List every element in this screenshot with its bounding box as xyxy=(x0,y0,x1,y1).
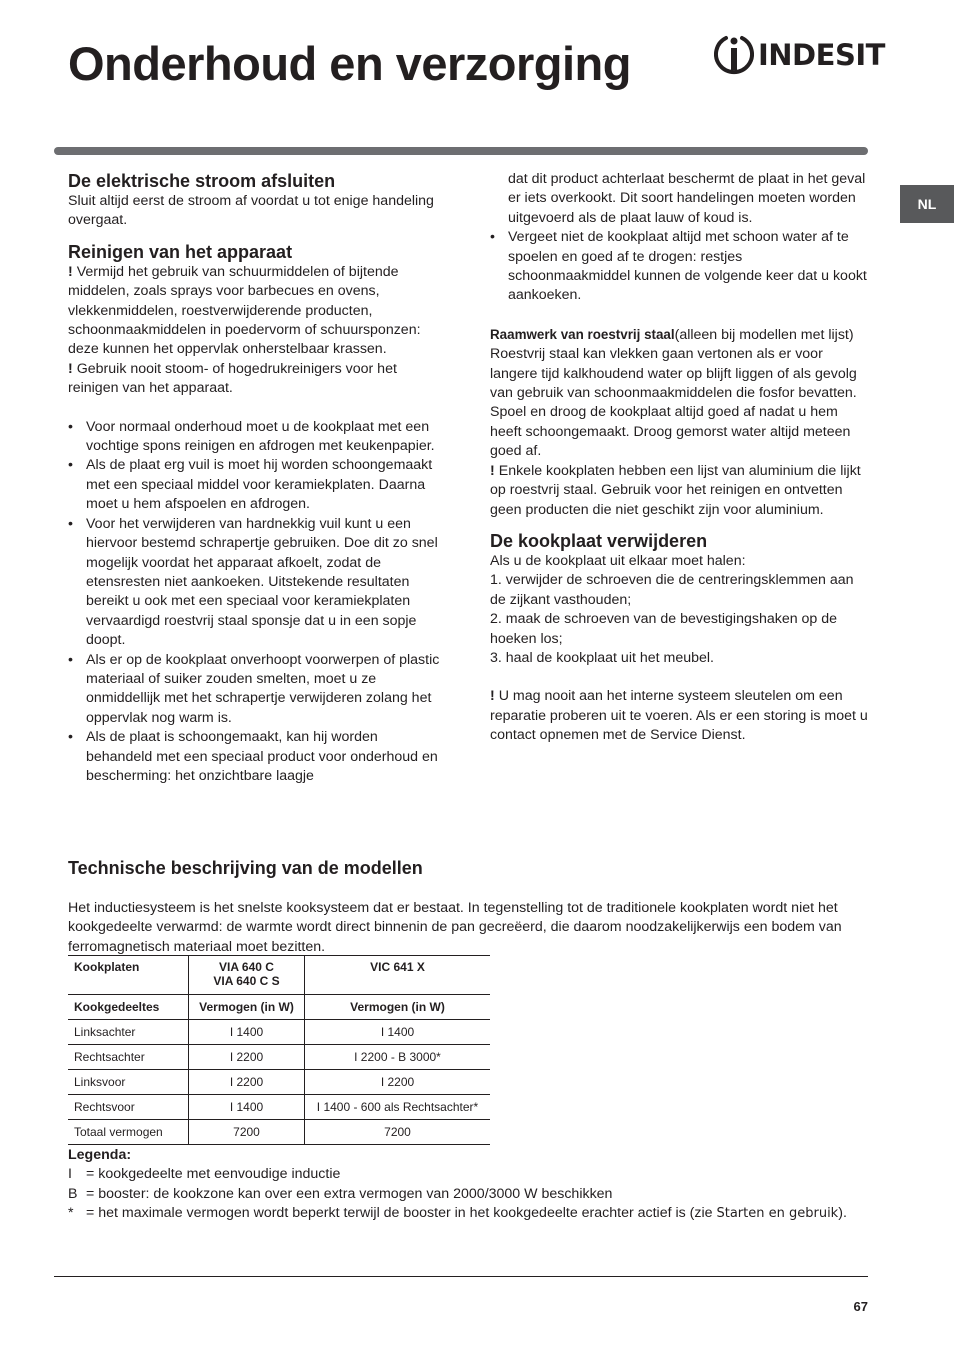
table-cell: I 2200 - B 3000* xyxy=(305,1045,491,1070)
cleaning-warning-1: ! Vermijd het gebruik van schuurmiddelen of bijtende middelen, zoals sprays voor barbecues en ovens, vlekkenmiddelen, roestverwijderende producten, schoonmaakmiddelen in poedervorm of schuursponzen: deze kunnen het oppervlak onherstelbaar krassen. xyxy=(68,263,421,358)
legend-symbol: * xyxy=(68,1205,74,1222)
table-cell: 7200 xyxy=(305,1120,491,1145)
list-item: • Als de plaat is schoongemaakt, kan hij worden behandeld met een speciaal product voor onderhoud en bescherming: het onzichtbare laagje xyxy=(68,728,440,786)
table-header-row xyxy=(68,956,490,995)
technical-intro: Het inductiesysteem is het snelste kooksysteem dat er bestaat. In tegenstelling tot de traditionele kookplaten wordt niet het kookgedeelte verwarmd: de warmte wordt direct binnenin de pan gecreëerd, die daarom noodzakelijkerwijs een bodem van ferromagnetisch materiaal moet bezitten. xyxy=(68,900,842,955)
legend-symbol: I xyxy=(68,1166,72,1183)
table-cell: I 1400 xyxy=(189,1095,305,1120)
power-table xyxy=(68,955,490,1145)
legend-item xyxy=(68,1165,868,1184)
left-column xyxy=(68,170,440,786)
remove-intro: Als u de kookplaat uit elkaar moet halen: xyxy=(490,552,746,569)
table-header-cell: Kookplaten xyxy=(68,956,189,995)
list-item: • Voor het verwijderen van hardnekkig vuil kunt u een hiervoor bestemd schrapertje gebruiken. Doe dit zo snel mogelijk voordat het apparaat afkoelt, zodat de etensresten niet aankoeken. Uitstekende resultaten bereikt u ook met een speciaal voor keramiekplaten vervaardigd roestvrij staal sponsje dat u in een sopje doopt. xyxy=(68,515,440,651)
table-cell: Totaal vermogen xyxy=(68,1120,189,1145)
section-title-technical: Technische beschrijving van de modellen xyxy=(68,858,423,878)
legend-symbol: B xyxy=(68,1185,78,1202)
section-title-cleaning: Reinigen van het apparaat xyxy=(68,241,293,262)
indesit-logo-icon xyxy=(714,32,754,78)
frame-paragraph-2: Spoel en droog de kookplaat altijd goed af nadat u hem heeft schoongemaakt. Droog gemorst water altijd meteen goed af. xyxy=(490,404,851,460)
table-cell: 7200 xyxy=(189,1120,305,1145)
indesit-logo xyxy=(714,32,885,78)
legend-text: = booster: de kookzone kan over een extra vermogen van 2000/3000 W beschikken xyxy=(86,1185,613,1202)
legend-text: = het maximale vermogen wordt beperkt terwijl de booster in het kookgedeelte erachter actief is (zie Starten en gebruik). xyxy=(86,1205,847,1222)
table-row xyxy=(68,1095,490,1120)
frame-warning: ! Enkele kookplaten hebben een lijst van aluminium die lijkt op roestvrij staal. Gebruik voor het reinigen en ontvetten geen producten die niet geschikt zijn voor aluminium. xyxy=(490,462,861,518)
legend xyxy=(68,1146,868,1224)
table-header-cell: VIA 640 C VIA 640 C S xyxy=(189,956,305,995)
warning-mark: ! xyxy=(68,360,73,377)
table-cell: I 2200 xyxy=(189,1070,305,1095)
warning-mark: ! xyxy=(490,688,495,705)
right-column xyxy=(490,170,868,746)
table-cell: I 1400 xyxy=(305,1020,491,1045)
header-divider xyxy=(54,147,868,155)
table-row xyxy=(68,1120,490,1145)
frame-note: (alleen bij modellen met lijst) xyxy=(674,326,854,343)
legend-text: = kookgedeelte met eenvoudige inductie xyxy=(86,1166,341,1183)
table-header-cell: VIC 641 X xyxy=(305,956,491,995)
continuation-text: dat dit product achterlaat beschermt de plaat in het geval er iets overkookt. Dit soort handelingen moeten worden uitgevoerd als de plaat lauw of koud is. xyxy=(508,171,866,226)
remove-warning: ! U mag nooit aan het interne systeem sleutelen om een reparatie proberen uit te voeren. Als er een storing is moet u contact opnemen met de Service Dienst. xyxy=(490,688,868,744)
table-row xyxy=(68,1045,490,1070)
table-row xyxy=(68,1070,490,1095)
frame-heading xyxy=(490,325,868,345)
table-cell: I 1400 - 600 als Rechtsachter* xyxy=(305,1095,491,1120)
page-title: Onderhoud en verzorging xyxy=(68,37,631,90)
table-row xyxy=(68,1020,490,1045)
table-header-cell: Vermogen (in W) xyxy=(305,995,491,1020)
list-item: • Voor normaal onderhoud moet u de kookplaat met een vochtige spons reinigen en afdrogen met keukenpapier. xyxy=(68,418,440,457)
table-cell: I 2200 xyxy=(189,1045,305,1070)
legend-reference: Starten en gebruik xyxy=(716,1206,839,1222)
footer-divider xyxy=(54,1276,868,1277)
legend-item xyxy=(68,1204,868,1223)
frame-paragraph-1: Roestvrij staal kan vlekken gaan vertonen als er voor langere tijd kalkhoudend water op blijft liggen of als gevolg van gebruik van schoonmaakmiddelen die fosfor bevatten. xyxy=(490,346,857,402)
remove-step-2: 2. maak de schroeven van de bevestigingshaken op de hoeken los; xyxy=(490,611,838,647)
table-cell: I 2200 xyxy=(305,1070,491,1095)
power-off-text: Sluit altijd eerst de stroom af voordat u tot enige handeling overgaat. xyxy=(68,193,434,229)
warning-mark: ! xyxy=(490,462,495,479)
warning-mark: ! xyxy=(68,263,73,280)
remove-step-1: 1. verwijder de schroeven die de centreringsklemmen aan de zijkant vasthouden; xyxy=(490,572,854,608)
list-item: • Vergeet niet de kookplaat altijd met schoon water af te spoelen en goed af te drogen: restjes schoonmaakmiddel kunnen de volgende keer dat u kookt aankoeken. xyxy=(490,228,868,306)
page-number: 67 xyxy=(853,1299,868,1314)
table-cell: Linksachter xyxy=(68,1020,189,1045)
language-tab: NL xyxy=(900,185,954,223)
brand-name: INDESIT xyxy=(758,38,885,72)
section-title-remove-hob: De kookplaat verwijderen xyxy=(490,530,708,551)
table-cell: Rechtsachter xyxy=(68,1045,189,1070)
table-subheader-row xyxy=(68,995,490,1020)
list-item: • Als er op de kookplaat onverhoopt voorwerpen of plastic materiaal of suiker zouden smelten, moet u ze onmiddellijk met het schrapertje verwijderen zolang het oppervlak nog warm is. xyxy=(68,651,440,729)
table-header-cell: Vermogen (in W) xyxy=(189,995,305,1020)
cleaning-list xyxy=(68,418,440,787)
list-item: • Als de plaat erg vuil is moet hij worden schoongemaakt met een speciaal middel voor keramiekplaten. Daarna moet u hem afspoelen en afdrogen. xyxy=(68,456,440,514)
rinse-list xyxy=(490,228,868,306)
table-header-cell: Kookgedeeltes xyxy=(68,995,189,1020)
table-cell: I 1400 xyxy=(189,1020,305,1045)
frame-title: Raamwerk van roestvrij staal xyxy=(490,326,675,342)
legend-item xyxy=(68,1185,868,1204)
section-title-power-off: De elektrische stroom afsluiten xyxy=(68,171,336,191)
cleaning-warning-2: ! Gebruik nooit stoom- of hogedrukreinigers voor het reinigen van het apparaat. xyxy=(68,360,397,397)
legend-title: Legenda: xyxy=(68,1147,132,1163)
table-cell: Rechtsvoor xyxy=(68,1095,189,1120)
table-cell: Linksvoor xyxy=(68,1070,189,1095)
remove-step-3: 3. haal de kookplaat uit het meubel. xyxy=(490,649,715,666)
